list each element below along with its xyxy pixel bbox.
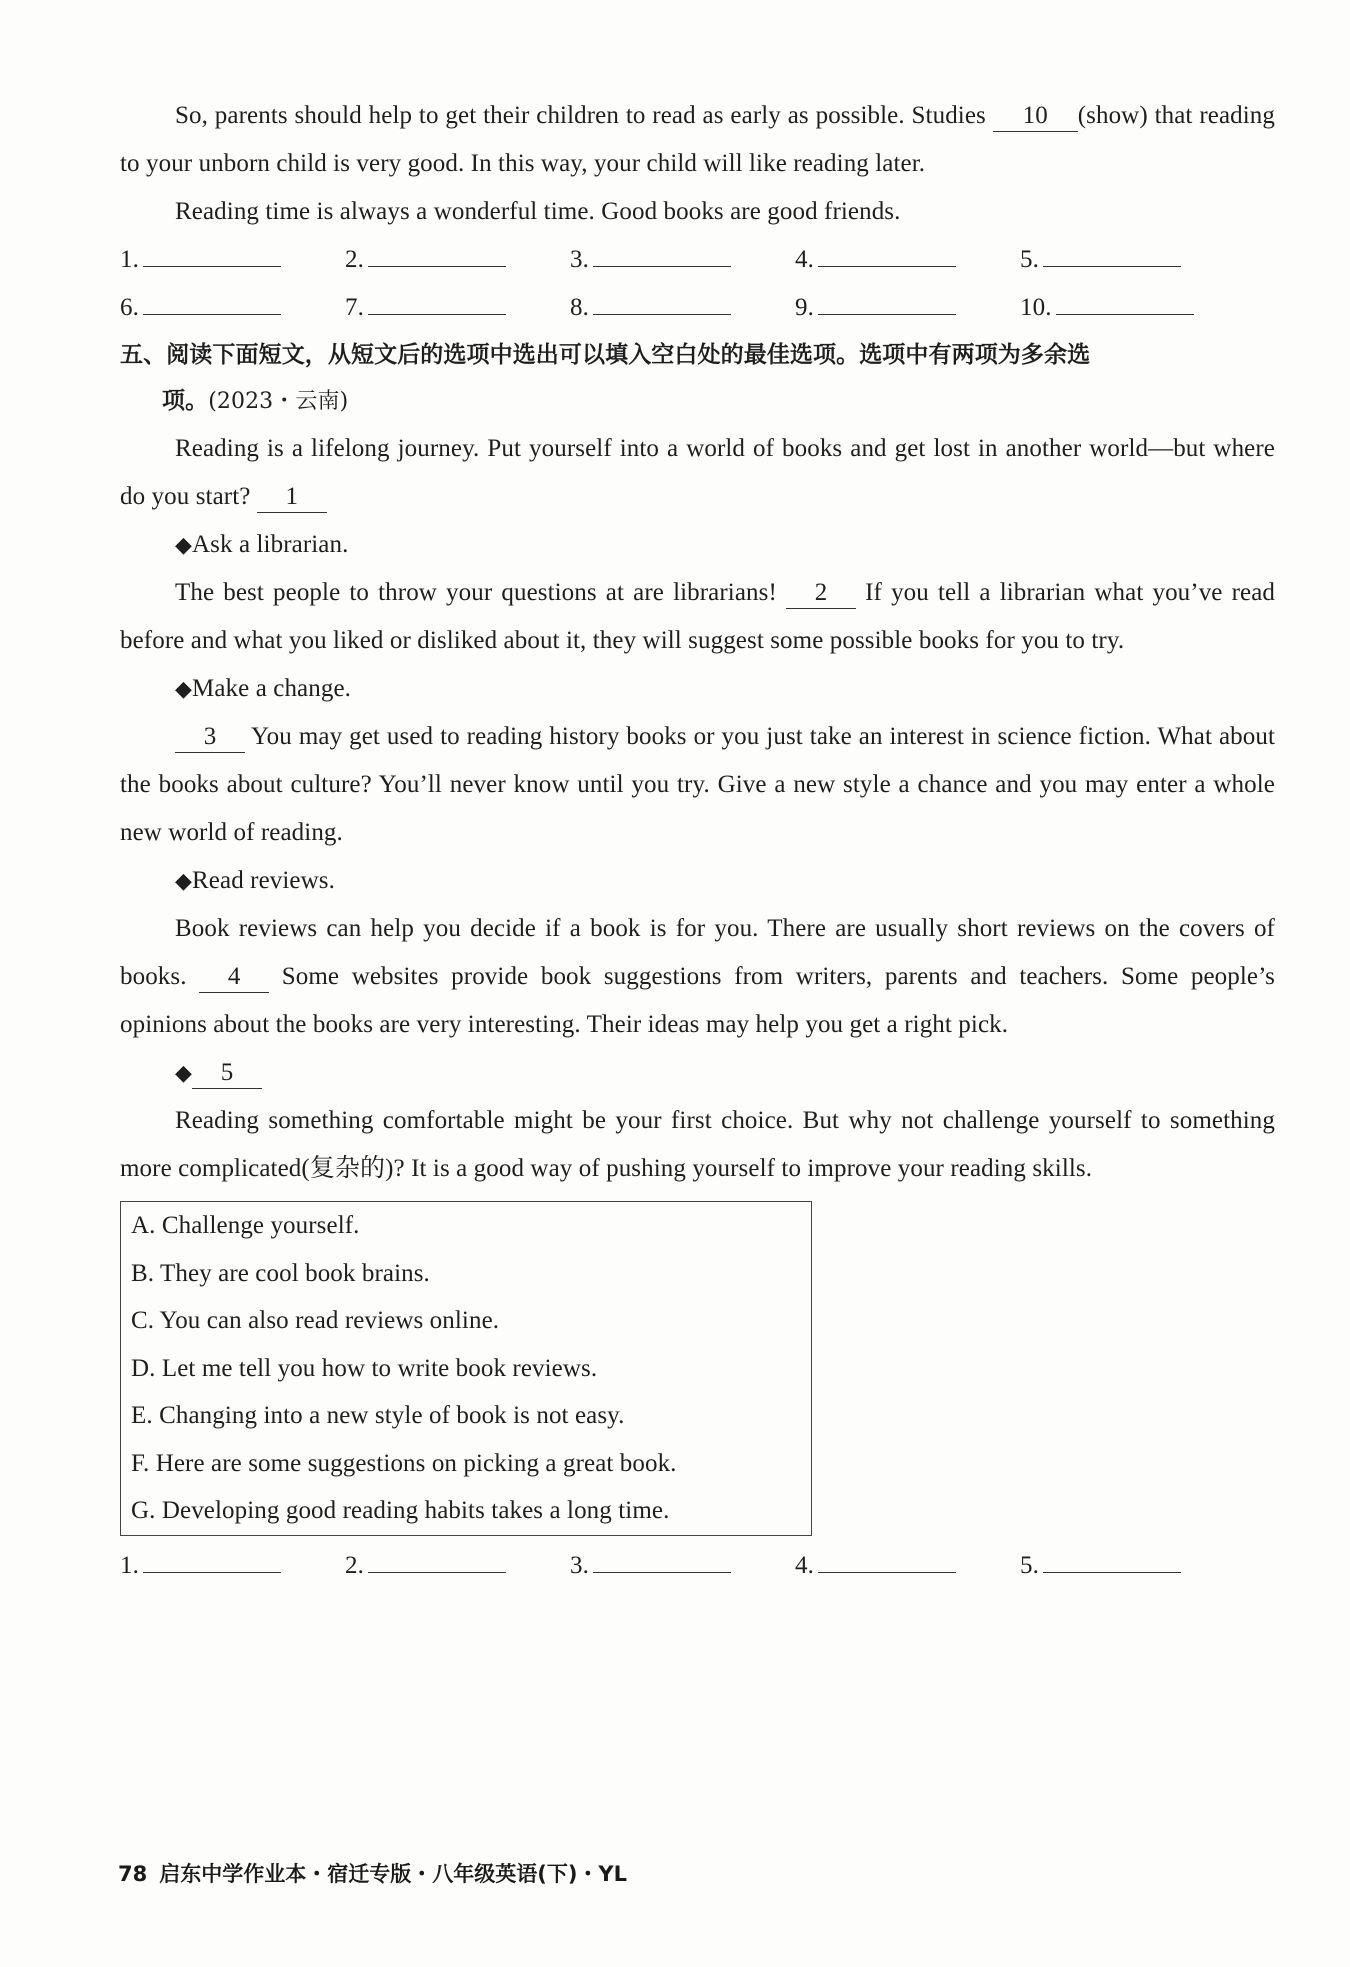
answer-line[interactable] xyxy=(818,236,956,267)
answer-slot[interactable] xyxy=(570,1542,795,1590)
subheading-text: Make a change. xyxy=(192,675,351,702)
option-c: C. You can also read reviews online. xyxy=(131,1307,500,1334)
answer-number: 1. xyxy=(120,246,139,273)
subheading-blank-5 xyxy=(120,1049,1275,1097)
answer-slot[interactable] xyxy=(345,236,570,284)
answer-number: 6. xyxy=(120,294,139,321)
section-5-instruction: 五、阅读下面短文，从短文后的选项中选出可以填入空白处的最佳选项。选项中有两项为多余选 xyxy=(120,342,1091,368)
passage2-text: Book reviews can help you decide if a book is for you. There are usually short reviews on the covers of books. xyxy=(120,915,1275,990)
passage2-paragraph4 xyxy=(120,905,1275,1049)
answer-slot[interactable] xyxy=(120,1542,345,1590)
blank-3[interactable]: 3 xyxy=(175,722,245,753)
subheading-ask-librarian xyxy=(120,521,1275,569)
option-a: A. Challenge yourself. xyxy=(131,1212,360,1239)
blank-2[interactable]: 2 xyxy=(786,578,856,609)
answer-row-2 xyxy=(120,284,1275,332)
answer-line[interactable] xyxy=(818,284,956,315)
passage1-text-b: (show) that reading to your unborn child is very good. In this way, your child will like reading later. xyxy=(120,102,1275,177)
option-d: D. Let me tell you how to write book reviews. xyxy=(131,1354,598,1382)
answer-number: 5. xyxy=(1020,246,1039,273)
diamond-bullet-icon: ◆ xyxy=(175,1060,193,1085)
section-5-source: (2023・云南) xyxy=(208,389,349,414)
answer-number: 4. xyxy=(795,246,814,273)
answer-line[interactable] xyxy=(593,236,731,267)
answer-line[interactable] xyxy=(1056,284,1194,315)
answer-line[interactable] xyxy=(368,1542,506,1573)
answer-slot[interactable] xyxy=(1020,284,1245,332)
subheading-text: Read reviews. xyxy=(192,867,335,894)
answer-number: 3. xyxy=(570,1551,589,1579)
answer-row-1 xyxy=(120,236,1275,284)
answer-line[interactable] xyxy=(143,284,281,315)
answer-slot[interactable] xyxy=(1020,236,1245,284)
answer-slot[interactable] xyxy=(345,284,570,332)
subheading-text: Ask a librarian. xyxy=(192,531,349,558)
answer-line[interactable] xyxy=(143,1542,281,1573)
section-5-heading xyxy=(120,332,1275,425)
answer-number: 7. xyxy=(345,294,364,321)
answer-slot[interactable] xyxy=(795,284,1020,332)
answer-line[interactable] xyxy=(593,284,731,315)
blank-4[interactable]: 4 xyxy=(199,962,269,993)
option-g: G. Developing good reading habits takes a long time. xyxy=(131,1497,670,1524)
options-box xyxy=(120,1201,812,1536)
section-5-instruction-cont: 项。 xyxy=(162,388,209,414)
page-content xyxy=(120,92,1275,1590)
blank-5[interactable]: 5 xyxy=(192,1058,262,1089)
passage2-text: The best people to throw your questions at are librarians! xyxy=(175,579,787,606)
diamond-bullet-icon: ◆ xyxy=(175,868,193,893)
passage1-paragraph1 xyxy=(120,92,1275,188)
passage2-paragraph2 xyxy=(120,569,1275,665)
passage2-paragraph5: Reading something comfortable might be your first choice. But why not challenge yourself to something more complicated(复杂的)? It is a good way of pushing yourself to improve your reading skills. xyxy=(120,1107,1275,1182)
answer-number: 1. xyxy=(120,1551,139,1579)
page-number: 78 xyxy=(118,1862,148,1886)
answer-row-section5 xyxy=(120,1542,1275,1590)
answer-number: 8. xyxy=(570,294,589,321)
answer-line[interactable] xyxy=(818,1542,956,1573)
answer-line[interactable] xyxy=(1043,1542,1181,1573)
option-f: F. Here are some suggestions on picking a great book. xyxy=(131,1449,677,1477)
passage2-text: If you tell a librarian what you’ve read before and what you liked or disliked about it, they will suggest some possible books for you to try. xyxy=(120,579,1276,654)
passage1-text-a: So, parents should help to get their children to read as early as possible. Studies xyxy=(175,102,993,129)
answer-number: 3. xyxy=(570,246,589,273)
option-b: B. They are cool book brains. xyxy=(131,1259,430,1287)
diamond-bullet-icon: ◆ xyxy=(175,676,193,701)
option-e: E. Changing into a new style of book is not easy. xyxy=(131,1402,625,1429)
answer-line[interactable] xyxy=(593,1542,731,1573)
answer-slot[interactable] xyxy=(795,236,1020,284)
answer-slot[interactable] xyxy=(570,236,795,284)
answer-number: 10. xyxy=(1020,294,1052,321)
answer-number: 9. xyxy=(795,294,814,321)
answer-slot[interactable] xyxy=(120,236,345,284)
answer-line[interactable] xyxy=(143,236,281,267)
passage2-text: Reading is a lifelong journey. Put yourself into a world of books and get lost in another world—but where do you start? xyxy=(120,435,1275,510)
blank-10[interactable]: 10 xyxy=(993,101,1078,132)
subheading-make-change xyxy=(120,665,1275,713)
answer-line[interactable] xyxy=(1043,236,1181,267)
answer-slot[interactable] xyxy=(570,284,795,332)
answer-number: 5. xyxy=(1020,1551,1039,1579)
answer-number: 4. xyxy=(795,1551,814,1579)
diamond-bullet-icon: ◆ xyxy=(175,532,193,557)
answer-slot[interactable] xyxy=(795,1542,1020,1590)
answer-number: 2. xyxy=(345,1551,364,1579)
answer-number: 2. xyxy=(345,246,364,273)
answer-slot[interactable] xyxy=(1020,1542,1245,1590)
answer-line[interactable] xyxy=(368,284,506,315)
passage1-paragraph2: Reading time is always a wonderful time. Good books are good friends. xyxy=(175,198,901,225)
passage2-paragraph1 xyxy=(120,425,1275,521)
passage2-text: Some websites provide book suggestions from writers, parents and teachers. Some people’s opinions about the books are very interesting. Their ideas may help you get a right pick. xyxy=(120,963,1275,1038)
footer-title: 启东中学作业本・宿迁专版・八年级英语(下)・YL xyxy=(159,1862,628,1886)
answer-slot[interactable] xyxy=(345,1542,570,1590)
passage2-paragraph3 xyxy=(120,713,1275,857)
blank-1[interactable]: 1 xyxy=(257,482,327,513)
subheading-read-reviews xyxy=(120,857,1275,905)
answer-line[interactable] xyxy=(368,236,506,267)
passage2-text: You may get used to reading history books or you just take an interest in science fiction. What about the books about culture? You’ll never know until you try. Give a new style a chance and you may enter a whole new world of reading. xyxy=(120,723,1275,846)
page-footer xyxy=(118,1858,627,1888)
answer-slot[interactable] xyxy=(120,284,345,332)
